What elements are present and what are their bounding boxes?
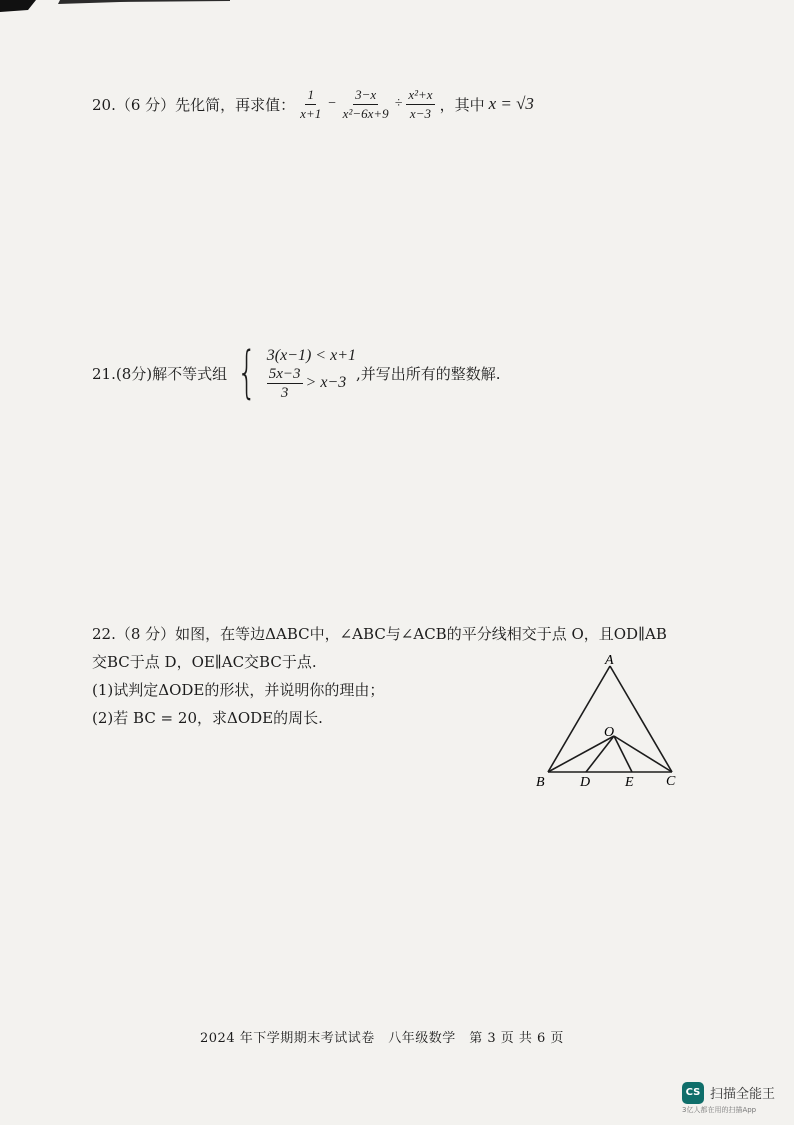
question-21 xyxy=(92,340,501,406)
q20-condition: x = √3 xyxy=(488,94,534,113)
segment-ac xyxy=(610,666,672,772)
camscanner-name: 扫描全能王 xyxy=(710,1087,776,1102)
q20-fraction-3: $\frac{\text{x²+x}}{x-3}$ xyxy=(408,86,433,121)
q21-system xyxy=(267,346,356,401)
label-a: A xyxy=(605,653,614,668)
q21-fraction: $\frac{5x-3}{3}$ xyxy=(268,365,301,401)
q22-part-2: (2)若 BC = 20，求ΔODE的周长. xyxy=(92,709,323,727)
label-c: C xyxy=(666,774,676,789)
segment-ab xyxy=(548,666,610,772)
q21-inequality-2: $\frac{5x-3}{3}$ > x−3 xyxy=(268,365,347,401)
q20-label: 20.（6 分）先化简，再求值： xyxy=(92,95,296,114)
label-o: O xyxy=(604,725,615,740)
triangle-figure xyxy=(528,648,688,796)
q21-inequality-1: 3(x−1) < x+1 xyxy=(266,346,356,364)
q20-where: ，其中 xyxy=(439,95,485,114)
label-d: D xyxy=(580,775,591,790)
camscanner-watermark xyxy=(682,1079,782,1115)
q22-line-2: 交BC于点 D，OE∥AC交BC于点. xyxy=(92,653,317,671)
question-20 xyxy=(92,84,534,124)
q20-expression: $\frac{1}{x+1}$ − $\frac{3-x}{\text{x²−6x+9}}$ ÷ $\frac{\text{x²+x}}{x-3}$ xyxy=(300,86,433,121)
label-e: E xyxy=(625,775,634,790)
q22-part-1: (1)试判定ΔODE的形状，并说明你的理由； xyxy=(92,681,385,699)
camscanner-slogan: 3亿人都在用的扫描App xyxy=(682,1106,757,1114)
scan-edge-mark xyxy=(0,0,230,12)
camscanner-logo-icon: CS xyxy=(682,1082,704,1104)
page-footer: 2024 年下学期期末考试试卷 八年级数学 第 3 页 共 6 页 xyxy=(200,1031,564,1046)
brace-icon: { xyxy=(237,340,257,405)
q20-fraction-2: $\frac{3-x}{\text{x²−6x+9}}$ xyxy=(342,86,389,121)
q21-label: 21.(8分)解不等式组 xyxy=(92,364,228,383)
q21-tail: ,并写出所有的整数解. xyxy=(356,364,501,383)
q22-line-1: 22.（8 分）如图，在等边ΔABC中，∠ABC与∠ACB的平分线相交于点 O，且OD∥AB xyxy=(92,625,667,643)
label-b: B xyxy=(536,775,545,790)
q20-fraction-1: $\frac{1}{x+1}$ xyxy=(300,86,322,121)
segment-od xyxy=(586,736,614,772)
